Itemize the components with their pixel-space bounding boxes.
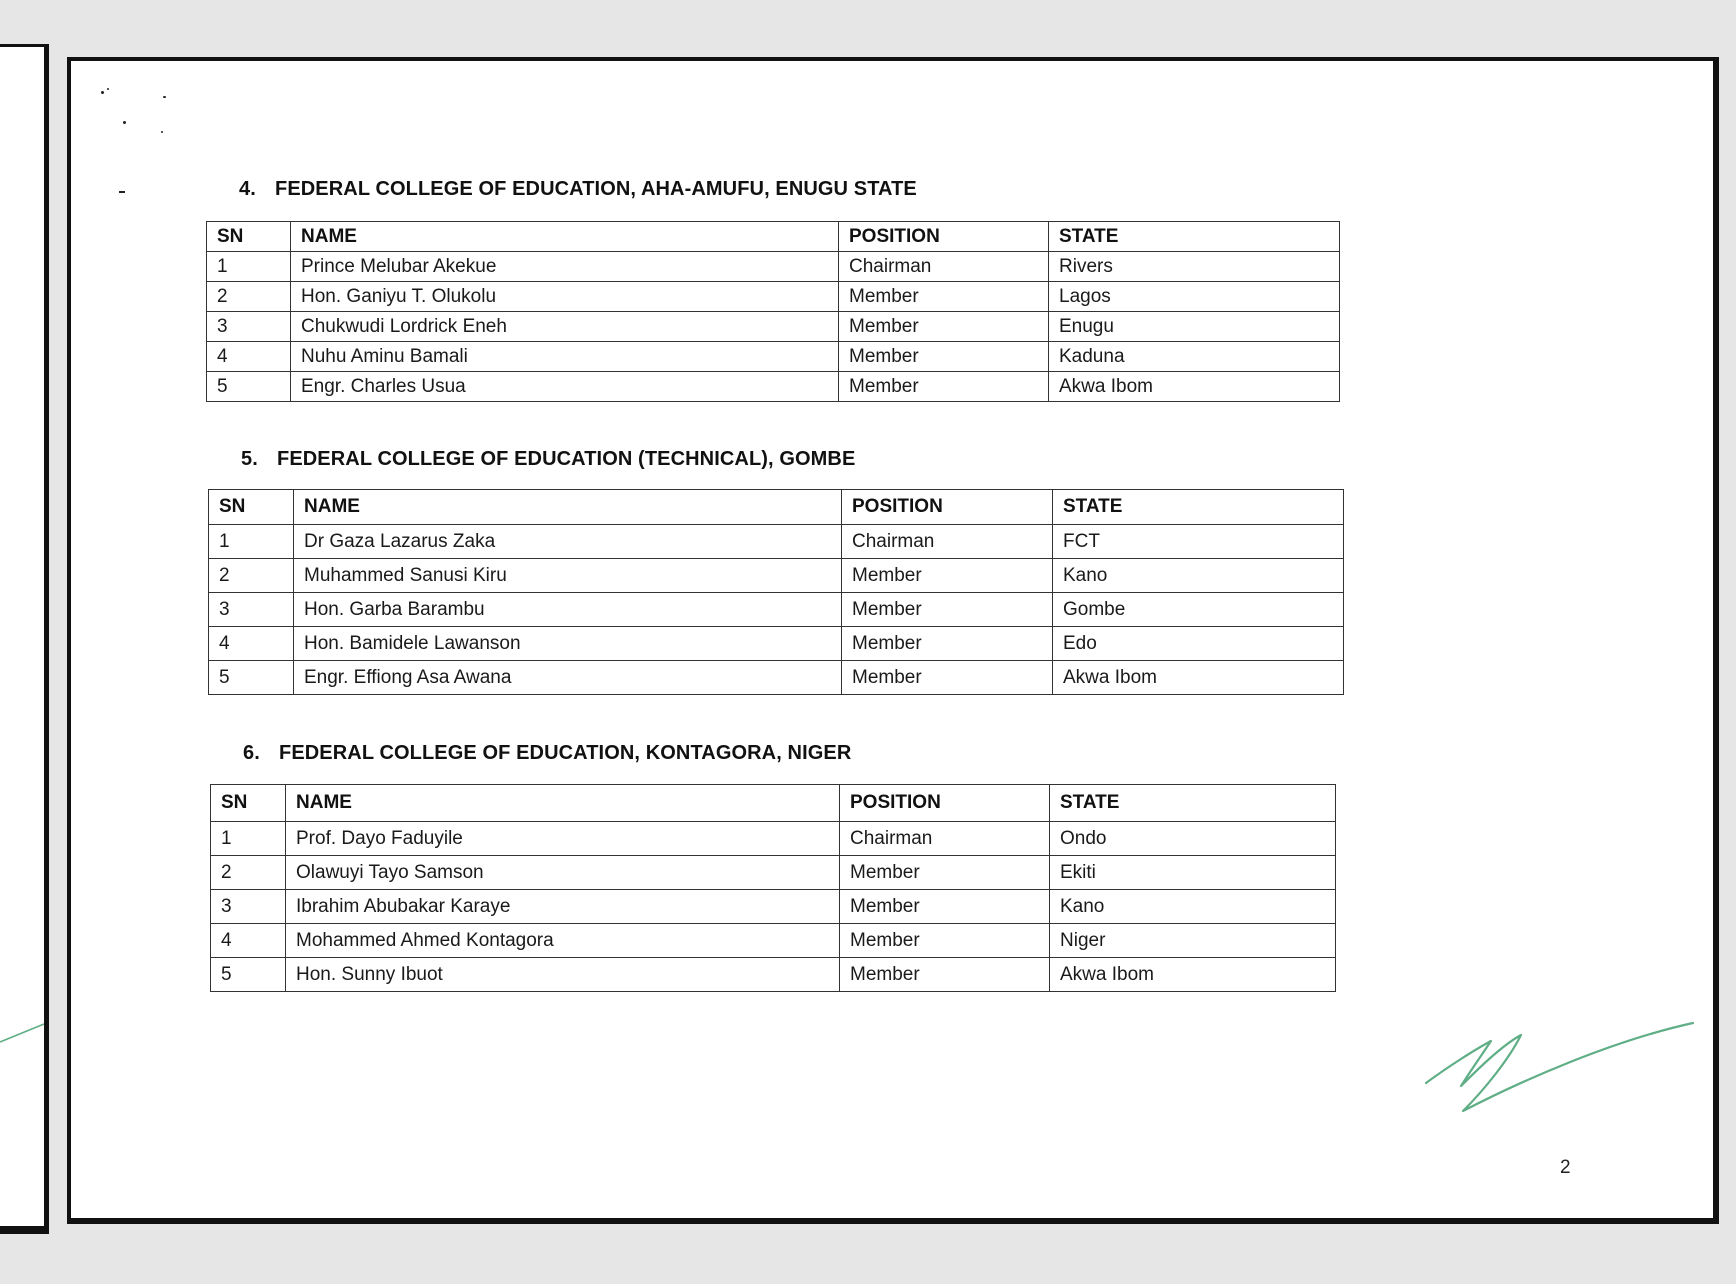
header-state: STATE — [1053, 490, 1344, 525]
cell-sn: 5 — [211, 958, 286, 992]
header-position: POSITION — [842, 490, 1053, 525]
cell-position: Member — [839, 342, 1049, 372]
table-row — [207, 342, 1340, 372]
scan-speck — [161, 131, 163, 133]
cell-position: Member — [839, 282, 1049, 312]
cell-name: Hon. Garba Barambu — [294, 593, 842, 627]
cell-state: Gombe — [1053, 593, 1344, 627]
cell-name: Dr Gaza Lazarus Zaka — [294, 525, 842, 559]
header-sn: SN — [209, 490, 294, 525]
header-name: NAME — [286, 785, 840, 822]
section-heading: FEDERAL COLLEGE OF EDUCATION (TECHNICAL), GOMBE — [277, 448, 856, 470]
table-row — [207, 312, 1340, 342]
cell-state: Kano — [1053, 559, 1344, 593]
document-page — [67, 57, 1719, 1224]
cell-sn: 1 — [209, 525, 294, 559]
cell-position: Member — [839, 312, 1049, 342]
cell-position: Member — [840, 924, 1050, 958]
cell-name: Muhammed Sanusi Kiru — [294, 559, 842, 593]
table-header-row — [211, 785, 1336, 822]
section-number: 5. — [241, 448, 258, 470]
cell-position: Member — [842, 627, 1053, 661]
header-sn: SN — [211, 785, 286, 822]
header-position: POSITION — [839, 222, 1049, 252]
cell-name: Hon. Ganiyu T. Olukolu — [291, 282, 839, 312]
table-row — [211, 924, 1336, 958]
cell-position: Member — [840, 890, 1050, 924]
cell-sn: 1 — [211, 822, 286, 856]
cell-name: Ibrahim Abubakar Karaye — [286, 890, 840, 924]
cell-name: Engr. Effiong Asa Awana — [294, 661, 842, 695]
cell-sn: 5 — [209, 661, 294, 695]
cell-position: Chairman — [842, 525, 1053, 559]
cell-state: FCT — [1053, 525, 1344, 559]
table-row — [211, 822, 1336, 856]
cell-name: Prince Melubar Akekue — [291, 252, 839, 282]
cell-state: Niger — [1050, 924, 1336, 958]
cell-sn: 3 — [209, 593, 294, 627]
cell-name: Mohammed Ahmed Kontagora — [286, 924, 840, 958]
section-6-title — [243, 742, 851, 765]
section-5-title — [241, 448, 855, 471]
header-state: STATE — [1049, 222, 1340, 252]
cell-sn: 3 — [207, 312, 291, 342]
cell-state: Ondo — [1050, 822, 1336, 856]
table-row — [209, 559, 1344, 593]
cell-state: Akwa Ibom — [1050, 958, 1336, 992]
cell-name: Nuhu Aminu Bamali — [291, 342, 839, 372]
cell-position: Member — [840, 958, 1050, 992]
cell-position: Member — [842, 661, 1053, 695]
cell-name: Engr. Charles Usua — [291, 372, 839, 402]
table-row — [211, 958, 1336, 992]
header-name: NAME — [291, 222, 839, 252]
table-row — [207, 372, 1340, 402]
table-row — [209, 525, 1344, 559]
cell-sn: 4 — [209, 627, 294, 661]
cell-state: Rivers — [1049, 252, 1340, 282]
cell-name: Chukwudi Lordrick Eneh — [291, 312, 839, 342]
header-position: POSITION — [840, 785, 1050, 822]
cell-position: Member — [842, 559, 1053, 593]
scan-speck — [107, 88, 109, 90]
table-row — [211, 856, 1336, 890]
cell-sn: 2 — [211, 856, 286, 890]
table-header-row — [209, 490, 1344, 525]
scan-speck — [163, 96, 166, 98]
cell-position: Member — [842, 593, 1053, 627]
cell-sn: 2 — [207, 282, 291, 312]
section-4-title — [239, 178, 917, 201]
cell-position: Member — [840, 856, 1050, 890]
cell-state: Kano — [1050, 890, 1336, 924]
header-state: STATE — [1050, 785, 1336, 822]
section-4-table — [206, 221, 1340, 402]
table-row — [211, 890, 1336, 924]
scan-speck — [123, 121, 126, 124]
table-row — [207, 252, 1340, 282]
section-heading: FEDERAL COLLEGE OF EDUCATION, KONTAGORA, NIGER — [279, 742, 852, 764]
cell-name: Olawuyi Tayo Samson — [286, 856, 840, 890]
cell-state: Kaduna — [1049, 342, 1340, 372]
table-row — [207, 282, 1340, 312]
previous-page-edge[interactable] — [0, 44, 49, 1234]
header-sn: SN — [207, 222, 291, 252]
scan-speck — [101, 91, 104, 94]
table-header-row — [207, 222, 1340, 252]
table-row — [209, 627, 1344, 661]
section-number: 4. — [239, 178, 256, 200]
header-name: NAME — [294, 490, 842, 525]
cell-state: Akwa Ibom — [1049, 372, 1340, 402]
cell-state: Lagos — [1049, 282, 1340, 312]
cell-name: Hon. Sunny Ibuot — [286, 958, 840, 992]
scan-speck — [119, 191, 125, 193]
cell-name: Prof. Dayo Faduyile — [286, 822, 840, 856]
cell-sn: 1 — [207, 252, 291, 282]
section-heading: FEDERAL COLLEGE OF EDUCATION, AHA-AMUFU, ENUGU STATE — [275, 178, 917, 200]
cell-sn: 4 — [207, 342, 291, 372]
table-row — [209, 593, 1344, 627]
cell-position: Chairman — [839, 252, 1049, 282]
table-row — [209, 661, 1344, 695]
section-6-table — [210, 784, 1336, 992]
cell-sn: 3 — [211, 890, 286, 924]
signature-stroke-fragment — [0, 47, 44, 1234]
cell-sn: 2 — [209, 559, 294, 593]
cell-sn: 5 — [207, 372, 291, 402]
signature-mark — [1421, 1011, 1696, 1121]
cell-state: Enugu — [1049, 312, 1340, 342]
cell-position: Member — [839, 372, 1049, 402]
page-number: 2 — [1560, 1157, 1571, 1178]
cell-name: Hon. Bamidele Lawanson — [294, 627, 842, 661]
section-number: 6. — [243, 742, 260, 764]
cell-state: Ekiti — [1050, 856, 1336, 890]
section-5-table — [208, 489, 1344, 695]
cell-sn: 4 — [211, 924, 286, 958]
cell-state: Edo — [1053, 627, 1344, 661]
cell-position: Chairman — [840, 822, 1050, 856]
cell-state: Akwa Ibom — [1053, 661, 1344, 695]
